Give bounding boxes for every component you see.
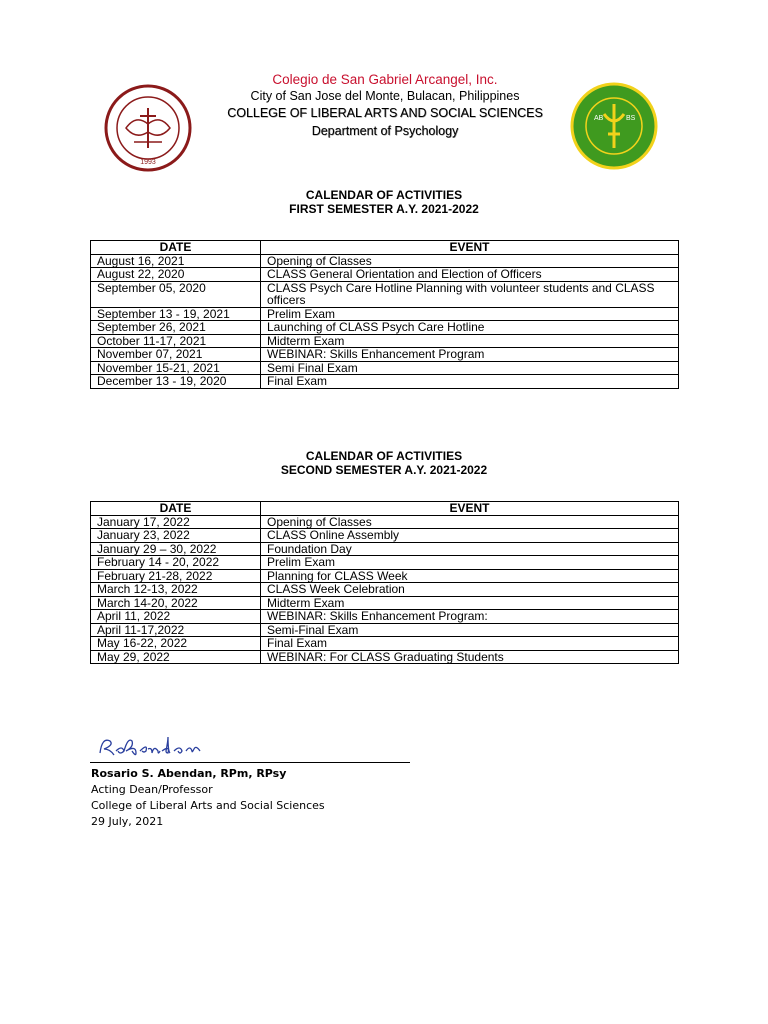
date-cell: February 14 - 20, 2022 bbox=[91, 556, 261, 570]
event-cell: CLASS Week Celebration bbox=[261, 583, 679, 597]
date-cell: September 26, 2021 bbox=[91, 321, 261, 335]
letterhead bbox=[0, 60, 768, 170]
date-cell: January 29 – 30, 2022 bbox=[91, 542, 261, 556]
table-row bbox=[91, 542, 679, 556]
date-cell: November 07, 2021 bbox=[91, 348, 261, 362]
date-cell: September 13 - 19, 2021 bbox=[91, 307, 261, 321]
signatory-block bbox=[91, 766, 325, 830]
event-cell: Semi Final Exam bbox=[261, 361, 679, 375]
date-cell: May 29, 2022 bbox=[91, 650, 261, 664]
college-address: City of San Jose del Monte, Bulacan, Philippines bbox=[250, 89, 520, 103]
table-row bbox=[91, 321, 679, 335]
date-cell: January 17, 2022 bbox=[91, 515, 261, 529]
table-row bbox=[91, 254, 679, 268]
event-cell: Opening of Classes bbox=[261, 515, 679, 529]
table-row bbox=[91, 623, 679, 637]
column-header-date: DATE bbox=[91, 502, 261, 516]
event-cell: CLASS Psych Care Hotline Planning with volunteer students and CLASS officers bbox=[261, 281, 679, 307]
table-row bbox=[91, 334, 679, 348]
date-cell: November 15-21, 2021 bbox=[91, 361, 261, 375]
event-cell: Prelim Exam bbox=[261, 307, 679, 321]
event-cell: Midterm Exam bbox=[261, 596, 679, 610]
table-header-row bbox=[91, 241, 679, 255]
signatory-name: Rosario S. Abendan, RPm, RPsy bbox=[91, 767, 287, 780]
table-row bbox=[91, 375, 679, 389]
event-cell: CLASS General Orientation and Election of Officers bbox=[261, 268, 679, 282]
date-cell: April 11-17,2022 bbox=[91, 623, 261, 637]
signature-line bbox=[90, 762, 410, 763]
column-header-date: DATE bbox=[91, 241, 261, 255]
event-cell: Foundation Day bbox=[261, 542, 679, 556]
table-row bbox=[91, 348, 679, 362]
table-row bbox=[91, 569, 679, 583]
table-row bbox=[91, 515, 679, 529]
event-cell: Final Exam bbox=[261, 637, 679, 651]
handwritten-signature bbox=[96, 733, 236, 761]
event-cell: Prelim Exam bbox=[261, 556, 679, 570]
college-unit: COLLEGE OF LIBERAL ARTS AND SOCIAL SCIENCES bbox=[227, 106, 543, 120]
table-header-row bbox=[91, 502, 679, 516]
department-seal-logo bbox=[570, 82, 658, 170]
college-seal-logo bbox=[104, 84, 192, 172]
event-cell: Launching of CLASS Psych Care Hotline bbox=[261, 321, 679, 335]
table-row bbox=[91, 583, 679, 597]
title-line: SECOND SEMESTER A.Y. 2021-2022 bbox=[280, 463, 488, 477]
signatory-unit: College of Liberal Arts and Social Sciences bbox=[91, 799, 325, 812]
title-line: CALENDAR OF ACTIVITIES bbox=[305, 188, 463, 202]
college-name: Colegio de San Gabriel Arcangel, Inc. bbox=[272, 72, 498, 87]
first-semester-title bbox=[0, 188, 768, 216]
date-cell: April 11, 2022 bbox=[91, 610, 261, 624]
table-row bbox=[91, 637, 679, 651]
table-row bbox=[91, 529, 679, 543]
table-row bbox=[91, 307, 679, 321]
table-row bbox=[91, 268, 679, 282]
event-cell: Planning for CLASS Week bbox=[261, 569, 679, 583]
date-cell: October 11-17, 2021 bbox=[91, 334, 261, 348]
event-cell: Final Exam bbox=[261, 375, 679, 389]
event-cell: Opening of Classes bbox=[261, 254, 679, 268]
table-row bbox=[91, 596, 679, 610]
table-row bbox=[91, 650, 679, 664]
date-cell: March 14-20, 2022 bbox=[91, 596, 261, 610]
date-cell: August 16, 2021 bbox=[91, 254, 261, 268]
title-line: CALENDAR OF ACTIVITIES bbox=[305, 449, 463, 463]
event-cell: WEBINAR: For CLASS Graduating Students bbox=[261, 650, 679, 664]
title-line: FIRST SEMESTER A.Y. 2021-2022 bbox=[289, 202, 479, 216]
table-row bbox=[91, 281, 679, 307]
table-row bbox=[91, 361, 679, 375]
signatory-date: 29 July, 2021 bbox=[91, 815, 164, 828]
date-cell: February 21-28, 2022 bbox=[91, 569, 261, 583]
date-cell: May 16-22, 2022 bbox=[91, 637, 261, 651]
svg-text:AB: AB bbox=[594, 115, 604, 122]
column-header-event: EVENT bbox=[261, 241, 679, 255]
date-cell: March 12-13, 2022 bbox=[91, 583, 261, 597]
table-row bbox=[91, 556, 679, 570]
second-semester-table bbox=[90, 501, 679, 664]
event-cell: Semi-Final Exam bbox=[261, 623, 679, 637]
date-cell: September 05, 2020 bbox=[91, 281, 261, 307]
date-cell: January 23, 2022 bbox=[91, 529, 261, 543]
seal-year: 1993 bbox=[140, 159, 156, 166]
column-header-event: EVENT bbox=[261, 502, 679, 516]
department-name: Department of Psychology bbox=[311, 124, 459, 138]
date-cell: December 13 - 19, 2020 bbox=[91, 375, 261, 389]
event-cell: WEBINAR: Skills Enhancement Program: bbox=[261, 610, 679, 624]
event-cell: WEBINAR: Skills Enhancement Program bbox=[261, 348, 679, 362]
date-cell: August 22, 2020 bbox=[91, 268, 261, 282]
signatory-title: Acting Dean/Professor bbox=[91, 783, 213, 796]
table-row bbox=[91, 610, 679, 624]
event-cell: CLASS Online Assembly bbox=[261, 529, 679, 543]
svg-text:BS: BS bbox=[626, 115, 636, 122]
first-semester-table bbox=[90, 240, 679, 389]
second-semester-title bbox=[0, 449, 768, 477]
event-cell: Midterm Exam bbox=[261, 334, 679, 348]
